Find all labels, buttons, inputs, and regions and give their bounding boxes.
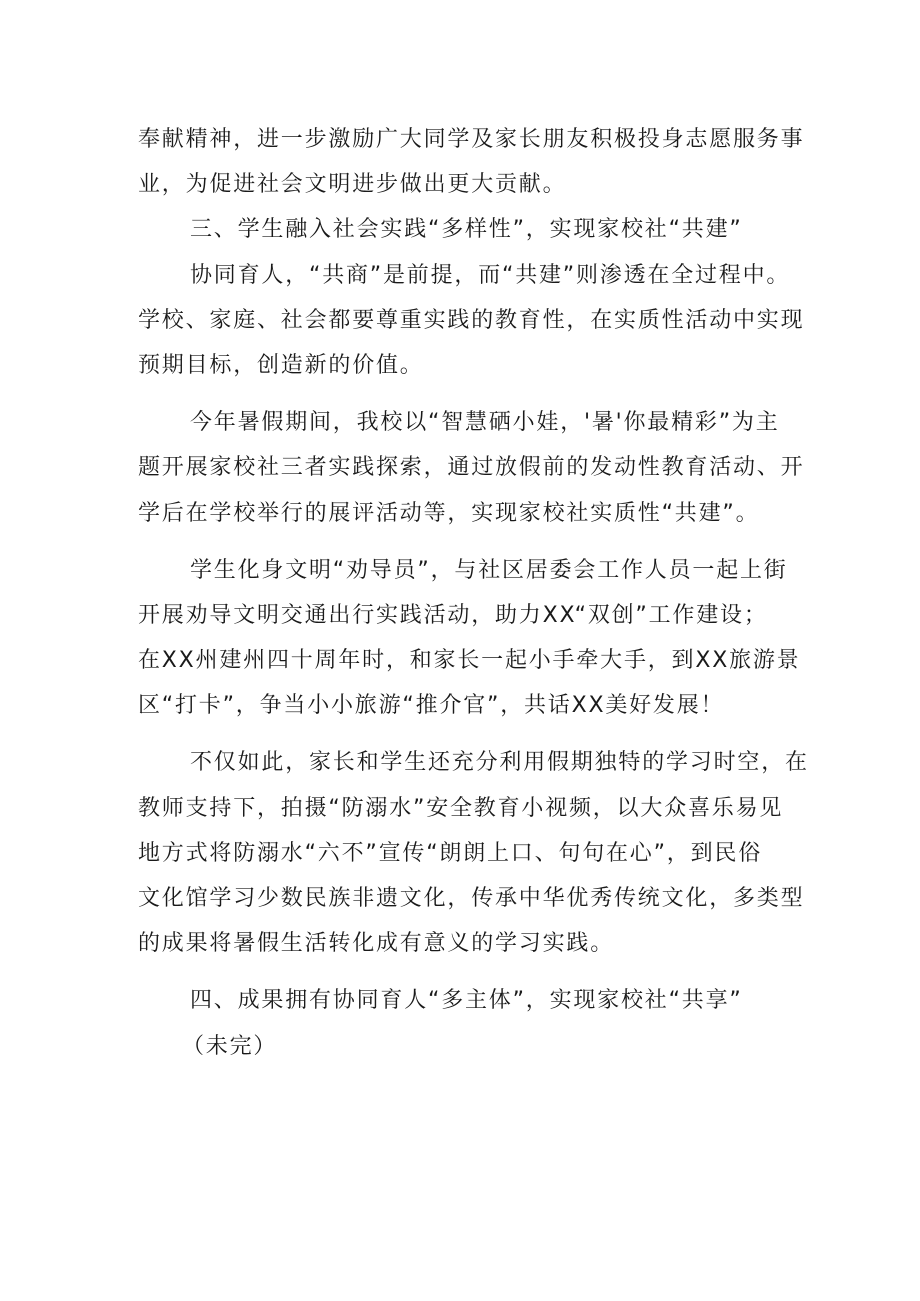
text-line: 奉献精神，进一步激励广大同学及家长朋友积极投身志愿服务事 <box>138 127 805 152</box>
text-line: 不仅如此，家长和学生还充分利用假期独特的学习时空，在 <box>190 750 809 776</box>
text-line: 教师支持下，拍摄“防溺水”安全教育小视频，以大众喜乐易见 <box>138 795 784 821</box>
text-line: 题开展家校社三者实践探索，通过放假前的发动性教育活动、开 <box>138 455 805 481</box>
text-line: 的成果将暑假生活转化成有意义的学习实践。 <box>138 931 615 957</box>
unfinished-note: （未完） <box>182 1033 278 1059</box>
document-body <box>138 117 809 1069</box>
text-line: 学后在学校举行的展评活动等，实现家校社实质性“共建”。 <box>138 500 760 526</box>
text-line: 地方式将防溺水“六不”宣传“朗朗上口、句句在心”，到民俗 <box>138 840 762 866</box>
text-line: 区“打卡”，争当小小旅游“推介官”，共话XX美好发展！ <box>138 693 725 719</box>
text-line: 协同育人，“共商”是前提，而“共建”则渗透在全过程中。 <box>190 262 791 288</box>
text-line: 学生化身文明“劝导员”，与社区居委会工作人员一起上街 <box>190 557 788 583</box>
text-line: 开展劝导文明交通出行实践活动，助力XX“双创”工作建设； <box>138 602 768 628</box>
section-heading-3: 三、学生融入社会实践“多样性”，实现家校社“共建” <box>190 217 743 243</box>
text-line: 学校、家庭、社会都要尊重实践的教育性，在实质性活动中实现 <box>138 307 805 333</box>
text-line: 业，为促进社会文明进步做出更大贡献。 <box>138 172 567 198</box>
section-heading-4: 四、成果拥有协同育人“多主体”，实现家校社“共享” <box>190 988 743 1014</box>
text-line: 今年暑假期间，我校以“智慧硒小娃，'暑'你最精彩”为主 <box>190 410 780 436</box>
text-line: 文化馆学习少数民族非遗文化，传承中华优秀传统文化，多类型 <box>138 886 805 911</box>
text-line: 预期目标，创造新的价值。 <box>138 352 424 378</box>
text-line: 在XX州建州四十周年时，和家长一起小手牵大手，到XX旅游景 <box>138 648 801 674</box>
